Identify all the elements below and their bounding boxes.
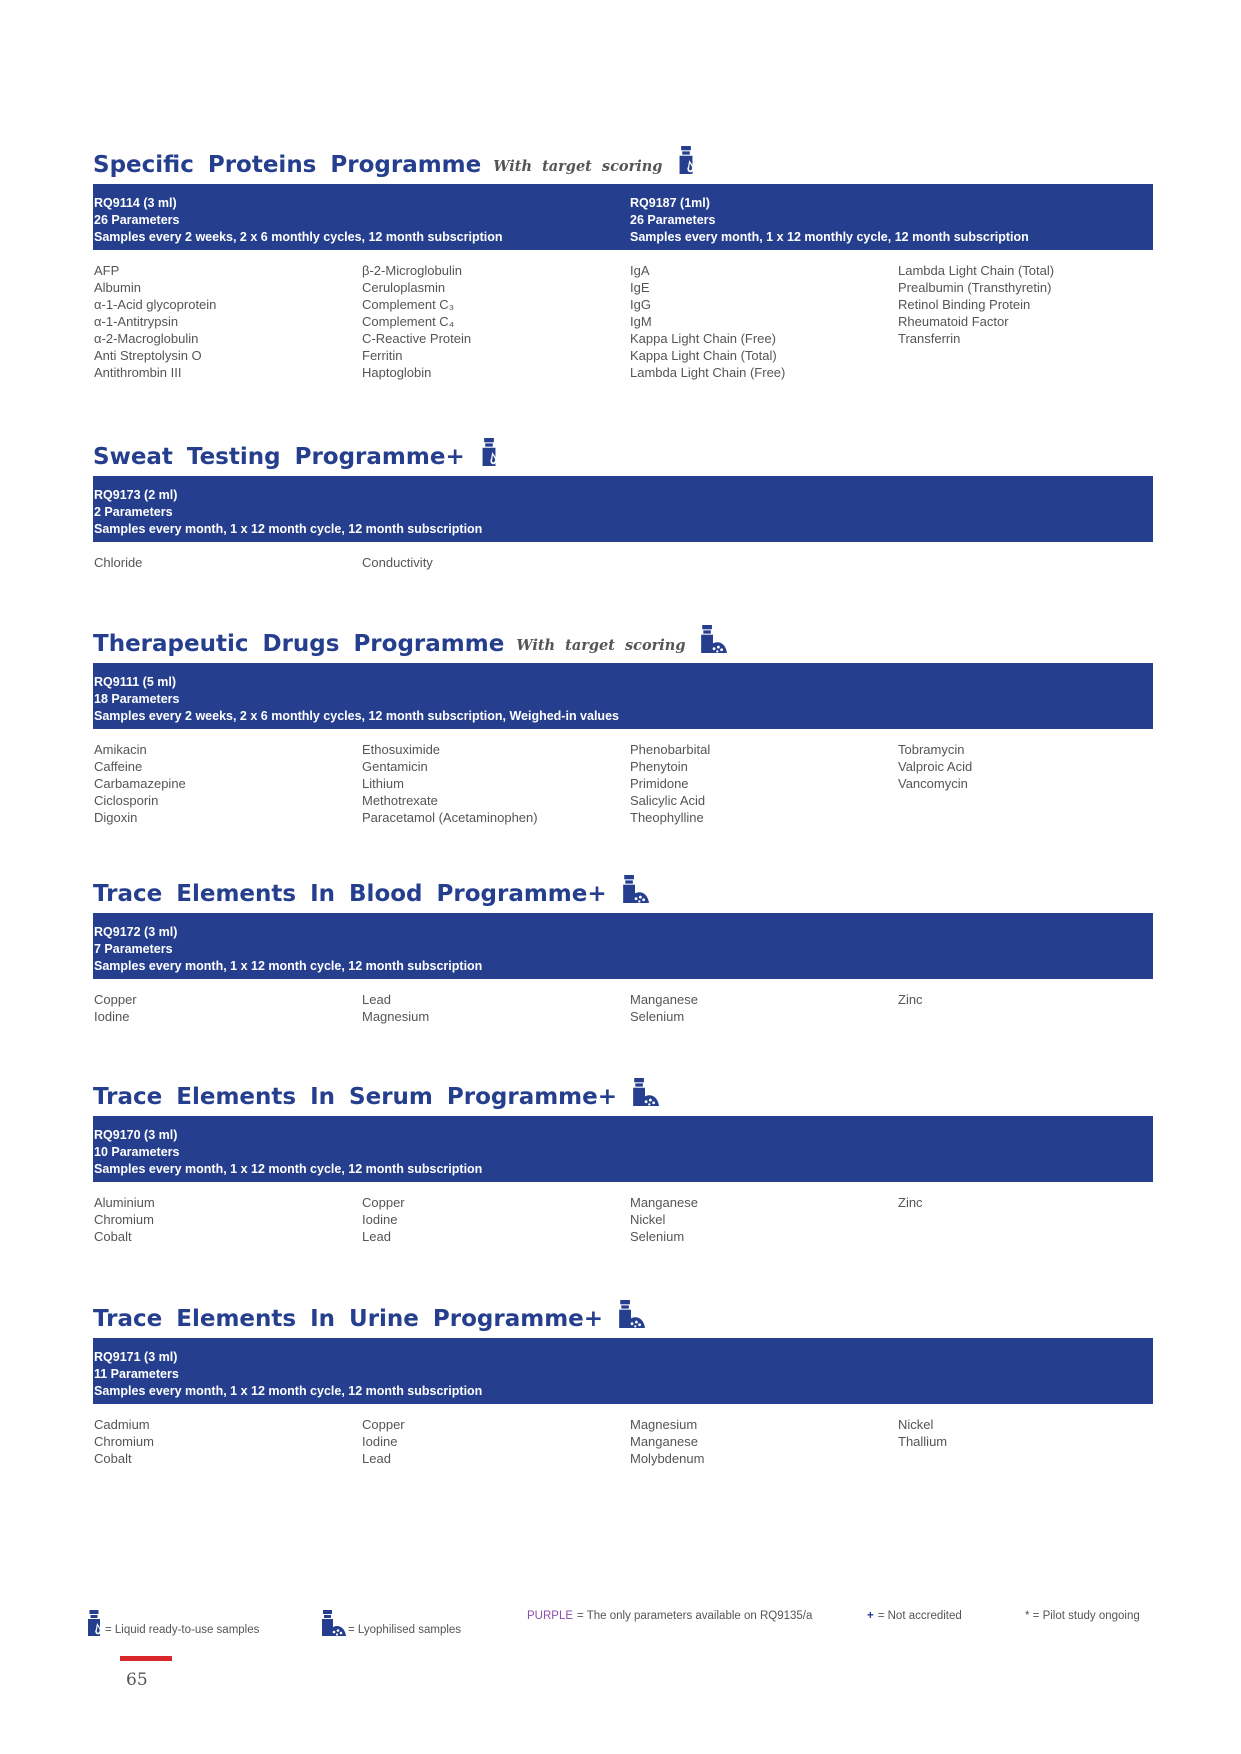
- parameter-item: Conductivity: [362, 555, 433, 570]
- parameter-item: Lead: [362, 992, 391, 1007]
- parameter-item: Kappa Light Chain (Free): [630, 331, 776, 346]
- parameter-column: [362, 1416, 405, 1467]
- parameter-item: Retinol Binding Protein: [898, 297, 1031, 312]
- parameter-column: [362, 1194, 405, 1245]
- parameter-item: Copper: [94, 992, 137, 1007]
- legend-liquid: [85, 1610, 259, 1636]
- section-header: [93, 1292, 1153, 1332]
- parameter-column: [362, 262, 471, 381]
- parameter-item: IgE: [630, 280, 650, 295]
- parameter-column: [898, 991, 923, 1008]
- parameter-item: Ferritin: [362, 348, 403, 363]
- liquid-bottle-icon: [85, 1610, 103, 1636]
- programme-section: [93, 138, 1153, 380]
- parameter-item: Lead: [362, 1229, 391, 1244]
- parameter-item: Copper: [362, 1417, 405, 1432]
- product-info-line: RQ9172 (3 ml): [94, 925, 178, 939]
- parameter-column: [898, 1194, 923, 1211]
- product-info-line: 2 Parameters: [94, 505, 173, 519]
- parameter-item: Anti Streptolysin O: [94, 348, 202, 363]
- parameter-item: Iodine: [362, 1212, 398, 1227]
- product-info-line: RQ9111 (5 ml): [94, 675, 176, 689]
- parameter-item: Tobramycin: [898, 742, 965, 757]
- parameter-item: Paracetamol (Acetaminophen): [362, 810, 538, 825]
- parameter-item: Phenytoin: [630, 759, 688, 774]
- parameter-item: Methotrexate: [362, 793, 438, 808]
- product-info-line: 26 Parameters: [94, 213, 180, 227]
- product-info-line: Samples every month, 1 x 12 month cycle, 12 month subscription: [94, 522, 483, 536]
- parameter-list: [93, 1404, 1153, 1524]
- legend-plus: [867, 1610, 962, 1622]
- legend-lyophilised-text: = Lyophilised samples: [348, 1624, 462, 1636]
- parameter-item: Selenium: [630, 1229, 685, 1244]
- parameter-column: [898, 262, 1054, 347]
- section-title: Specific Proteins Programme: [93, 152, 482, 178]
- parameter-item: Digoxin: [94, 810, 138, 825]
- parameter-item: C-Reactive Protein: [362, 331, 472, 346]
- page-number: 65: [126, 1670, 148, 1690]
- parameter-item: Carbamazepine: [94, 776, 186, 791]
- parameter-item: Rheumatoid Factor: [898, 314, 1009, 329]
- parameter-column: [362, 741, 538, 826]
- lyophilised-bottle-icon: [621, 875, 649, 903]
- parameter-item: Caffeine: [94, 759, 143, 774]
- product-banner: [93, 184, 1153, 250]
- parameter-item: Manganese: [630, 1434, 698, 1449]
- parameter-item: Selenium: [630, 1009, 685, 1024]
- page-number-rule: [120, 1656, 172, 1661]
- parameter-item: Chloride: [94, 555, 143, 570]
- section-subtitle: With target scoring: [493, 158, 663, 175]
- parameter-column: [362, 554, 433, 571]
- parameter-item: α-2-Macroglobulin: [94, 331, 199, 346]
- product-info: [94, 1127, 482, 1178]
- programme-section: [93, 1292, 1153, 1524]
- product-info: [94, 487, 482, 538]
- parameter-item: IgG: [630, 297, 651, 312]
- product-info-line: 7 Parameters: [94, 942, 173, 956]
- product-info: [94, 674, 619, 725]
- section-title: Trace Elements In Urine Programme+: [93, 1306, 604, 1332]
- parameter-list: [93, 729, 1153, 849]
- parameter-item: IgA: [630, 263, 650, 278]
- parameter-item: Antithrombin III: [94, 365, 182, 380]
- parameter-item: Kappa Light Chain (Total): [630, 348, 777, 363]
- product-info-line: Samples every month, 1 x 12 month cycle, 12 month subscription: [94, 1162, 483, 1176]
- section-title: Sweat Testing Programme+: [93, 444, 465, 470]
- parameter-item: Cadmium: [94, 1417, 150, 1432]
- parameter-item: Chromium: [94, 1212, 154, 1227]
- parameter-list: [93, 1182, 1153, 1302]
- parameter-column: [898, 741, 972, 792]
- product-info-line: Samples every 2 weeks, 2 x 6 monthly cycles, 12 month subscription: [94, 230, 503, 244]
- parameter-column: [630, 741, 710, 826]
- parameter-item: Primidone: [630, 776, 689, 791]
- parameter-column: [630, 262, 785, 381]
- product-banner: [93, 476, 1153, 542]
- parameter-item: AFP: [94, 263, 120, 278]
- parameter-column: [630, 1194, 698, 1245]
- parameter-item: Zinc: [898, 1195, 923, 1210]
- parameter-item: Salicylic Acid: [630, 793, 706, 808]
- legend-pilot: [1023, 1610, 1140, 1622]
- product-info-line: 11 Parameters: [94, 1367, 179, 1381]
- legend-plus-symbol: +: [867, 1610, 874, 1622]
- section-title: Trace Elements In Blood Programme+: [93, 881, 607, 907]
- product-info-line: Samples every 2 weeks, 2 x 6 monthly cycles, 12 month subscription, Weighed-in values: [94, 709, 619, 723]
- product-info-line: Samples every month, 1 x 12 monthly cycle, 12 month subscription: [630, 230, 1029, 244]
- product-info-line: 26 Parameters: [630, 213, 716, 227]
- parameter-column: [94, 262, 216, 381]
- parameter-item: Valproic Acid: [898, 759, 973, 774]
- parameter-item: Copper: [362, 1195, 405, 1210]
- parameter-item: Cobalt: [94, 1451, 132, 1466]
- product-info-line: Samples every month, 1 x 12 month cycle, 12 month subscription: [94, 1384, 483, 1398]
- parameter-item: Cobalt: [94, 1229, 132, 1244]
- parameter-column: [94, 554, 142, 571]
- parameter-item: Manganese: [630, 992, 698, 1007]
- parameter-item: Complement C₄: [362, 314, 455, 329]
- parameter-item: Haptoglobin: [362, 365, 432, 380]
- liquid-bottle-icon: [479, 438, 499, 466]
- parameter-item: Lambda Light Chain (Free): [630, 365, 786, 380]
- product-info-line: RQ9170 (3 ml): [94, 1128, 178, 1142]
- parameter-item: Gentamicin: [362, 759, 428, 774]
- programme-section: [93, 1070, 1153, 1302]
- product-info: [94, 1349, 482, 1400]
- section-title: Trace Elements In Serum Programme+: [93, 1084, 618, 1110]
- lyophilised-bottle-icon: [699, 625, 727, 653]
- parameter-column: [898, 1416, 947, 1450]
- legend-purple: [527, 1610, 812, 1622]
- parameter-item: Magnesium: [630, 1417, 698, 1432]
- programme-section: [93, 617, 1153, 849]
- parameter-item: IgM: [630, 314, 652, 329]
- product-info-line: RQ9171 (3 ml): [94, 1350, 178, 1364]
- parameter-item: Iodine: [362, 1434, 398, 1449]
- product-info-line: RQ9187 (1ml): [630, 196, 710, 210]
- parameter-item: Magnesium: [362, 1009, 430, 1024]
- section-header: [93, 617, 1153, 657]
- parameter-item: Ethosuximide: [362, 742, 441, 757]
- parameter-column: [94, 1194, 155, 1245]
- lyophilised-bottle-icon: [617, 1300, 645, 1328]
- parameter-item: Manganese: [630, 1195, 698, 1210]
- parameter-item: Ciclosporin: [94, 793, 159, 808]
- parameter-item: Lead: [362, 1451, 391, 1466]
- section-subtitle: With target scoring: [516, 637, 686, 654]
- programme-section: [93, 867, 1153, 1099]
- product-banner: [93, 663, 1153, 729]
- parameter-item: Amikacin: [94, 742, 147, 757]
- product-banner: [93, 913, 1153, 979]
- lyophilised-bottle-icon: [320, 1610, 346, 1636]
- lyophilised-bottle-icon: [631, 1078, 659, 1106]
- parameter-item: Iodine: [94, 1009, 130, 1024]
- parameter-column: [94, 991, 137, 1025]
- parameter-column: [630, 1416, 704, 1467]
- liquid-bottle-icon: [676, 146, 696, 174]
- parameter-item: Prealbumin (Transthyretin): [898, 280, 1052, 295]
- parameter-item: Molybdenum: [630, 1451, 705, 1466]
- product-info-line: Samples every month, 1 x 12 month cycle, 12 month subscription: [94, 959, 483, 973]
- parameter-item: Albumin: [94, 280, 141, 295]
- product-info: [94, 924, 482, 975]
- product-info: [94, 195, 503, 246]
- parameter-list: [93, 250, 1153, 380]
- parameter-item: α-1-Antitrypsin: [94, 314, 179, 329]
- parameter-item: Lithium: [362, 776, 404, 791]
- parameter-item: Complement C₃: [362, 297, 454, 312]
- parameter-column: [630, 991, 698, 1025]
- legend-purple-word: PURPLE: [527, 1610, 574, 1622]
- product-info-line: RQ9114 (3 ml): [94, 196, 177, 210]
- product-banner: [93, 1116, 1153, 1182]
- section-header: [93, 430, 1153, 470]
- parameter-item: Chromium: [94, 1434, 154, 1449]
- parameter-item: Zinc: [898, 992, 923, 1007]
- legend-lyophilised: [320, 1610, 461, 1636]
- legend: [85, 1600, 1155, 1640]
- section-header: [93, 867, 1153, 907]
- legend-pilot-text: * = Pilot study ongoing: [1025, 1610, 1140, 1622]
- product-banner: [93, 1338, 1153, 1404]
- parameter-item: Nickel: [898, 1417, 934, 1432]
- parameter-item: Nickel: [630, 1212, 666, 1227]
- parameter-item: Thallium: [898, 1434, 948, 1449]
- parameter-item: Vancomycin: [898, 776, 968, 791]
- product-info-line: 18 Parameters: [94, 692, 180, 706]
- parameter-item: Phenobarbital: [630, 742, 711, 757]
- section-header: [93, 1070, 1153, 1110]
- legend-liquid-text: = Liquid ready-to-use samples: [105, 1624, 260, 1636]
- parameter-column: [94, 1416, 154, 1467]
- parameter-item: Ceruloplasmin: [362, 280, 446, 295]
- parameter-item: β-2-Microglobulin: [362, 263, 462, 278]
- parameter-item: Transferrin: [898, 331, 961, 346]
- product-info-line: RQ9173 (2 ml): [94, 488, 178, 502]
- legend-purple-text: = The only parameters available on RQ9135/a: [577, 1610, 813, 1622]
- product-info-line: 10 Parameters: [94, 1145, 180, 1159]
- section-header: [93, 138, 1153, 178]
- parameter-item: Aluminium: [94, 1195, 155, 1210]
- section-title: Therapeutic Drugs Programme: [93, 631, 505, 657]
- parameter-item: Lambda Light Chain (Total): [898, 263, 1055, 278]
- parameter-item: α-1-Acid glycoprotein: [94, 297, 217, 312]
- parameter-column: [94, 741, 186, 826]
- parameter-item: Theophylline: [630, 810, 704, 825]
- legend-plus-text: = Not accredited: [877, 1610, 962, 1622]
- product-info: [630, 195, 1029, 246]
- parameter-column: [362, 991, 429, 1025]
